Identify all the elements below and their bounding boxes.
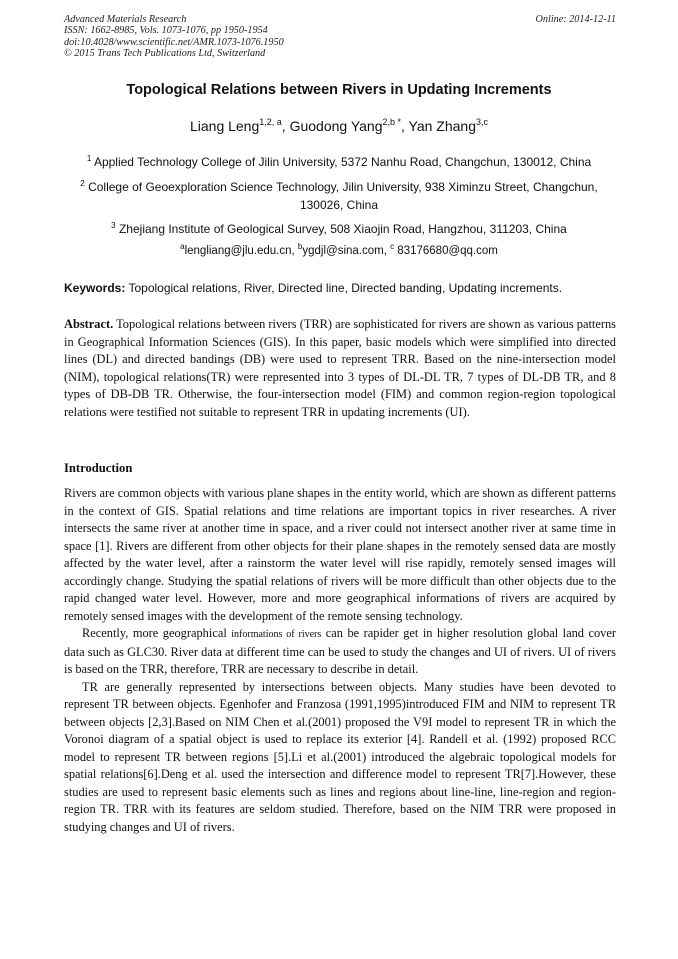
email-superscript: b <box>297 242 303 251</box>
email-list <box>40 242 638 257</box>
affiliation-text: College of Geoexploration Science Technology, Jilin University, 938 Ximinzu Street, Changchun, 130026, China <box>88 180 598 212</box>
email-superscript: c <box>390 242 395 251</box>
author-superscript: 1,2, a <box>259 117 282 127</box>
affiliation-1 <box>60 150 618 171</box>
keywords-label: Keywords: <box>64 281 126 295</box>
keywords <box>64 281 616 295</box>
journal-name: Advanced Materials Research <box>64 14 187 25</box>
email-address: ygdjl@sina.com, <box>302 245 391 257</box>
affiliation-superscript: 1 <box>86 154 92 163</box>
issn-line: ISSN: 1662-8985, Vols. 1073-1076, pp 1950-1954 <box>64 25 268 37</box>
running-header <box>64 14 616 60</box>
abstract-text: Topological relations between rivers (TRR) are sophisticated for rivers are shown as various patterns in Geographical Information Sciences (GIS). In this paper, basic models which were simplified into directed lines (DL) and directed bandings (DB) were used to represent TRR. Based on the nine-intersection model (NIM), topological relations(TR) were represented into 3 types of DL-DL TR, 7 types of DL-DB TR, and 8 types of DB-DB TR. Otherwise, the four-intersection model (FIM) and common region-region topological relations were testified not suitable to represent TRR in updating increments (UI). <box>64 317 616 419</box>
affiliation-2 <box>60 175 618 214</box>
paragraph: TR are generally represented by intersections between objects. Many studies have been devoted to represent TR between objects. Egenhofer and Franzosa (1991,1995)introduced FIM and NIM to represent TR between objects [2,3].Based on NIM Chen et al.(2001) proposed the V9I model to represent TR in which the Voronoi diagram of a spatial object is used to replace its exterior [4]. Randell et al. (1992) proposed RCC model to represent TR between regions [5].Li et al.(2001) introduced the algebraic topological models for spatial relations[6].Deng et al. used the intersection and difference model to represent TR[7].However, these studies are used to represent basic elements such as lines and regions about line-line, line-region and region-region TR. TRR with its features are seldom studied. Therefore, based on the NIM TRR were proposed in studying changes and UI of rivers. <box>64 679 616 834</box>
author-superscript: 3,c <box>476 117 489 127</box>
author-name: Liang Leng <box>189 118 260 134</box>
paragraph-text: Recently, more geographical <box>82 626 232 640</box>
keywords-text: Topological relations, River, Directed line, Directed banding, Updating increments. <box>125 281 563 295</box>
paper-title: Topological Relations between Rivers in Updating Increments <box>126 82 552 98</box>
email-superscript: a <box>180 242 185 251</box>
doi-line: doi:10.4028/www.scientific.net/AMR.1073-1076.1950 <box>64 36 284 48</box>
paragraph: Rivers are common objects with various plane shapes in the entity world, which are shown as different patterns in the context of GIS. Spatial relations and time relations are important topics in river researches. A river intersects the same river at another time in space, and a river could not intersect another river at same time in space [1]. Rivers are different from other objects for their plane shapes in the remotely sensed data are mostly affected by the water level, after a rainstorm the water level will rise rapidly, remotely sensed images will accordingly change. Studying the spatial relations of rivers will be more difficult than other objects due to the rapid changed water level. However, more and more geographical informations of rivers are acquired by remotely sensed images with the development of the remote sensing technology. <box>64 486 616 623</box>
affiliation-3 <box>60 217 618 238</box>
author-name: Yan Zhang <box>408 118 476 134</box>
paragraph <box>64 625 616 679</box>
copyright-line: © 2015 Trans Tech Publications Ltd, Switzerland <box>64 48 266 60</box>
abstract-label: Abstract. <box>64 317 114 331</box>
email-address: lengliang@jlu.edu.cn, <box>184 245 298 257</box>
affiliation-text: Applied Technology College of Jilin University, 5372 Nanhu Road, Changchun, 130012, China <box>93 155 592 169</box>
online-date: Online: 2014-12-11 <box>535 14 616 25</box>
paragraph-text-small: informations of rivers <box>231 629 322 640</box>
affiliation-text: Zhejiang Institute of Geological Survey, 508 Xiaojin Road, Hangzhou, 311203, China <box>118 222 567 236</box>
paragraph-text: can be rapider get in higher resolution global land cover data such as GLC30. River data at different time can be used to study the changes and UI of rivers. UI of rivers is based on the TRR, therefore, TRR are necessary to describe in detail. <box>64 626 616 676</box>
affiliation-superscript: 2 <box>80 179 85 188</box>
abstract <box>64 316 616 421</box>
introduction-body <box>64 485 616 836</box>
author-name: Guodong Yang <box>289 118 383 134</box>
author-superscript: 2,b * <box>382 117 401 127</box>
section-heading-introduction: Introduction <box>64 461 133 475</box>
affiliation-superscript: 3 <box>111 221 116 230</box>
author-list: Liang Leng$^{1,2, a}$, Guodong Yang$^{2,b *}$, Yan Zhang$^{3,c}$ <box>189 117 489 134</box>
email-address: 83176680@qq.com <box>394 245 498 257</box>
